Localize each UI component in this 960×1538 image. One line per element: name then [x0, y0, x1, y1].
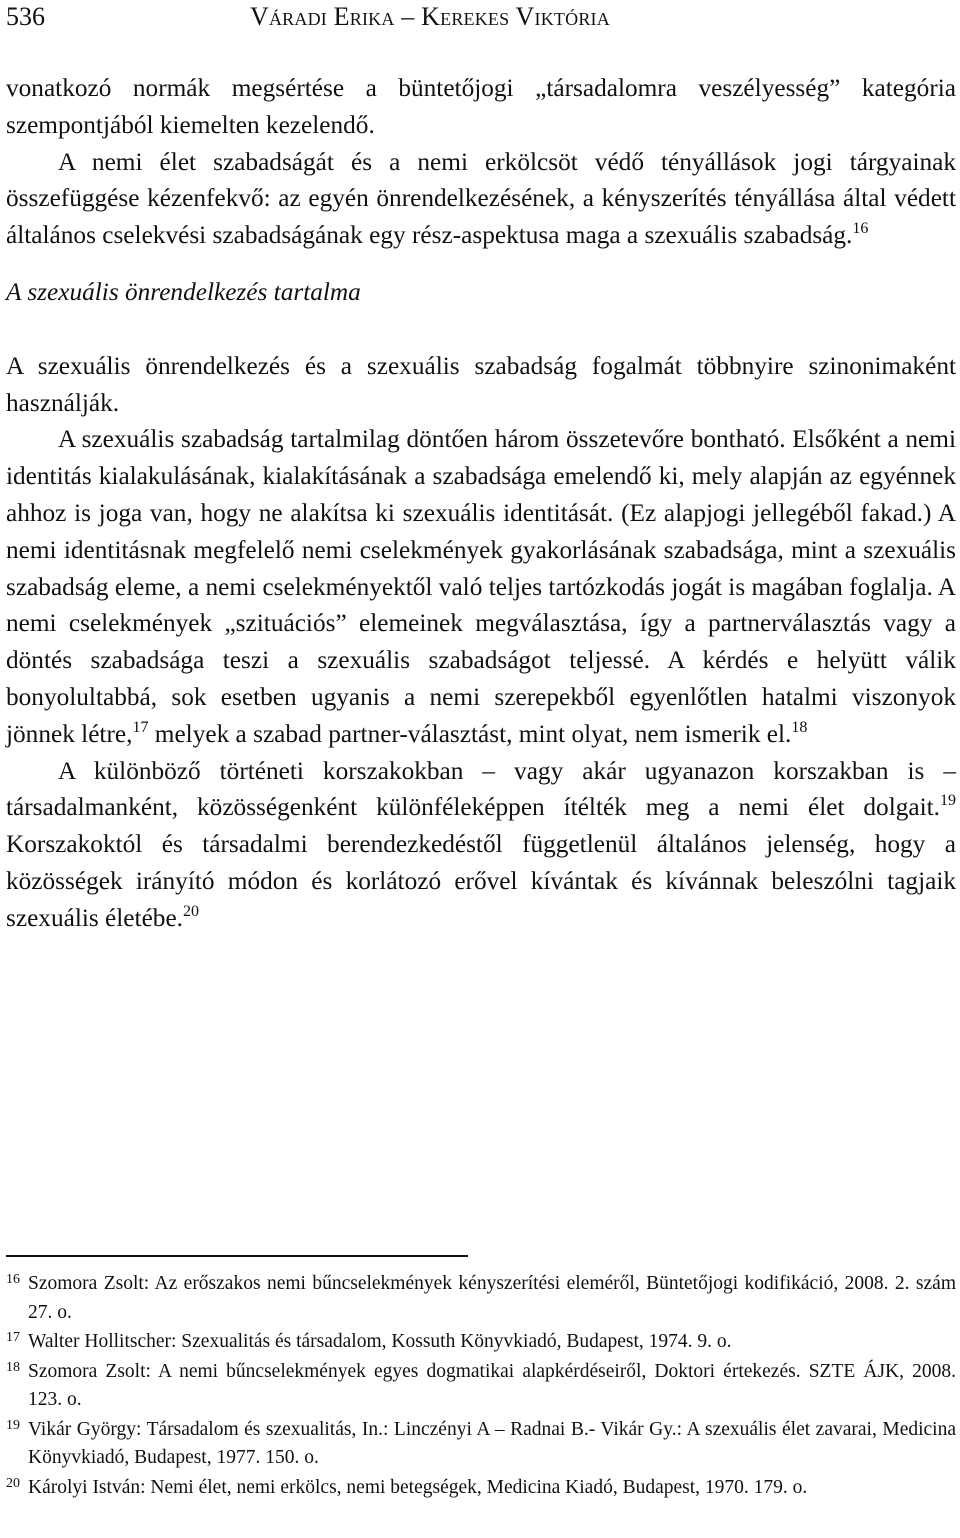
footnote-text: Szomora Zsolt: Az erőszakos nemi bűncselekmények kényszerítési eleméről, Büntetőjogi kodifikáció, 2008. 2. szám 27. o. — [28, 1273, 956, 1323]
paragraph — [6, 144, 956, 254]
footnote-text: Vikár György: Társadalom és szexualitás, In.: Linczényi A – Radnai B.- Vikár Gy.: A szexuális élet zavarai, Medicina Könyvkiadó, Budapest, 1977. 150. o. — [28, 1418, 956, 1468]
paragraph-text: Korszakoktól és társadalmi berendezkedéstől függetlenül általános jelenség, hogy a közösségek irányító módon és korlátozó erővel kívántak és kívánnak beleszólni tagjaik szexuális életébe. — [6, 830, 956, 932]
footnote — [6, 1328, 956, 1357]
paragraph-text: melyek a szabad partner-választást, mint olyat, nem ismerik el. — [148, 719, 792, 748]
paragraph — [6, 348, 956, 422]
paragraph-text: A szexuális önrendelkezés és a szexuális szabadság fogalmát többnyire szinonimaként használják. — [6, 351, 956, 417]
paragraph-text: A nemi élet szabadságát és a nemi erkölcsöt védő tényállások jogi tárgyainak összefüggése kézenfekvő: az egyén önrendelkezésének, a kényszerítés tényállása által védett általános cselekvési szabadságának egy rész-aspektusa maga a szexuális szabadság. — [6, 147, 956, 250]
paragraph-text: vonatkozó normák megsértése a büntetőjogi „társadalomra veszélyesség” kategória szempontjából kiemelten kezelendő. — [6, 74, 956, 139]
footnote — [6, 1358, 956, 1415]
footnote-ref[interactable]: 19 — [940, 792, 956, 810]
paragraph — [6, 421, 956, 752]
paragraph-text: A szexuális szabadság tartalmilag döntően három összetevőre bontható. Elsőként a nemi identitás kialakulásának, kialakításának a szabadsága emelendő ki, mely alapján az egyénnek ahhoz is joga van, hogy ne alakítsa ki szexuális identitását. (Ez alapjogi jellegéből fakad.) A nemi identitásnak megfelelő nemi cselekmények gyakorlásának szabadsága, mint a szexuális szabadság eleme, a nemi cselekményektől való teljes tartózkodás jogát is magában foglalja. A nemi cselekmények „szituációs” elemeinek megválasztása, így a partnerválasztás vagy a döntés szabadsága teszi a szexuális szabadságot teljessé. A kérdés e helyütt válik bonyolultabbá, sok esetben ugyanis a nemi szerepekből egyenlőtlen hatalmi viszonyok jönnek létre, — [6, 425, 956, 748]
footnote — [6, 1416, 956, 1473]
page-number: 536 — [6, 2, 45, 31]
paragraph-text: A különböző történeti korszakokban – vagy akár ugyanazon korszakban is – társadalmanként, közösségenként különféleképpen ítélték meg a nemi élet dolgait. — [6, 756, 956, 822]
footnote-number: 17 — [6, 1330, 20, 1345]
footnote-ref[interactable]: 20 — [183, 902, 199, 920]
footnote-ref[interactable]: 16 — [852, 220, 869, 238]
footnote-number: 16 — [6, 1272, 20, 1287]
footnote-text: Károlyi István: Nemi élet, nemi erkölcs, nemi betegségek, Medicina Kiadó, Budapest, 1970. 179. o. — [28, 1476, 808, 1498]
footnote-ref[interactable]: 18 — [791, 718, 808, 736]
paragraph — [6, 70, 956, 144]
page-header — [6, 2, 956, 38]
footnote-text: Szomora Zsolt: A nemi bűncselekmények egyes dogmatikai alapkérdéseiről, Doktori értekezés. SZTE ÁJK, 2008. 123. o. — [28, 1360, 956, 1410]
section-heading: A szexuális önrendelkezés tartalma — [6, 277, 361, 306]
footnote — [6, 1474, 956, 1503]
running-head: Váradi Erika – Kerekes Viktória — [250, 2, 610, 31]
body-text — [6, 70, 956, 937]
footnote-ref[interactable]: 17 — [132, 718, 149, 736]
paragraph — [6, 753, 956, 937]
footnote — [6, 1270, 956, 1327]
footnotes — [6, 1270, 956, 1503]
footnote-separator — [6, 1255, 468, 1257]
footnote-text: Walter Hollitscher: Szexualitás és társadalom, Kossuth Könyvkiadó, Budapest, 1974. 9. o. — [28, 1331, 732, 1352]
footnote-number: 20 — [6, 1475, 20, 1491]
footnote-number: 19 — [6, 1417, 20, 1433]
footnote-number: 18 — [6, 1359, 20, 1375]
